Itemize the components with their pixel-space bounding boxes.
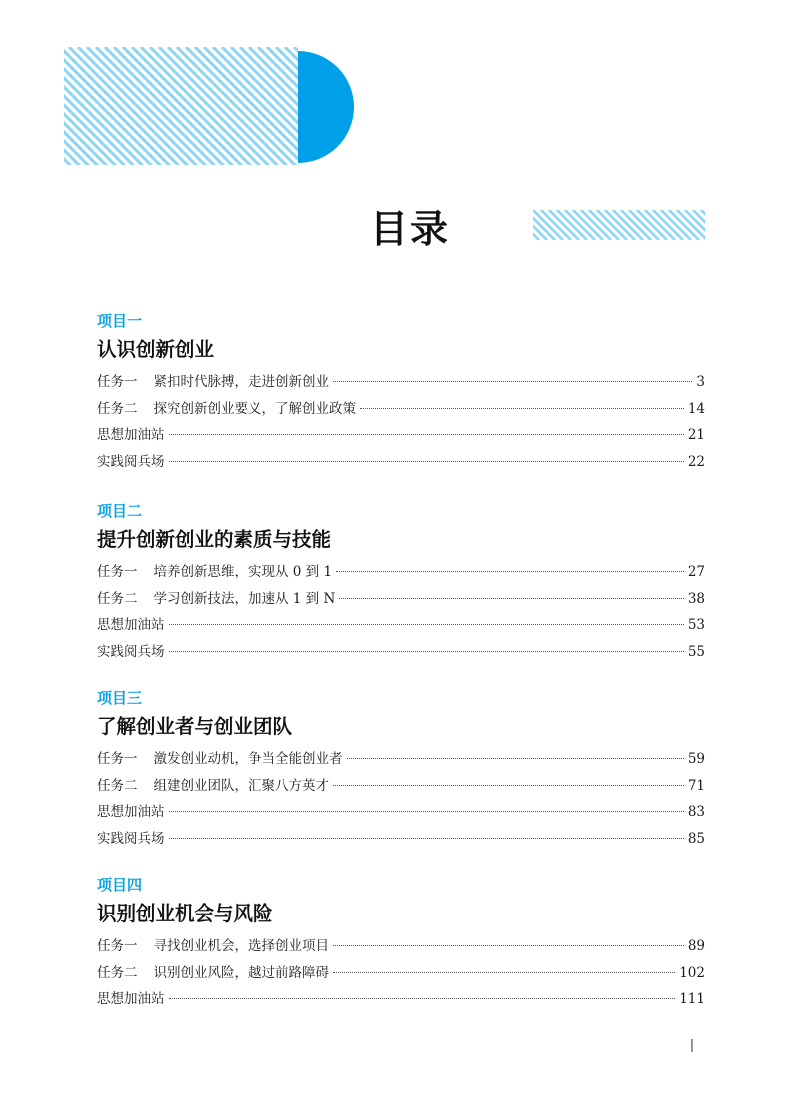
toc-entry[interactable] bbox=[97, 933, 705, 960]
page-number: 38 bbox=[687, 590, 705, 607]
entry-label: 思想加油站 bbox=[97, 617, 165, 633]
toc-entry[interactable] bbox=[97, 639, 705, 666]
dot-leader bbox=[169, 460, 684, 462]
page-number: 53 bbox=[687, 617, 705, 633]
dot-leader bbox=[169, 623, 684, 625]
page-number: 14 bbox=[687, 400, 705, 417]
page-number: 22 bbox=[687, 453, 705, 470]
toc-entry[interactable] bbox=[97, 422, 705, 449]
stripe bbox=[186, 47, 306, 167]
toc-entry[interactable] bbox=[97, 799, 705, 826]
page-number: 27 bbox=[687, 564, 705, 580]
entry-label: 实践阅兵场 bbox=[97, 643, 165, 660]
stripe bbox=[159, 47, 279, 167]
page-number: 3 bbox=[696, 374, 705, 390]
section-label: 项目三 bbox=[97, 689, 143, 707]
toc-section bbox=[97, 874, 705, 1013]
toc-entry[interactable] bbox=[97, 746, 705, 773]
section-label: 项目一 bbox=[97, 312, 143, 330]
stripe bbox=[177, 47, 297, 167]
toc-entry[interactable] bbox=[97, 612, 705, 639]
page-number: 71 bbox=[687, 777, 705, 794]
page-number: 111 bbox=[679, 991, 705, 1007]
section-title: 认识创新创业 bbox=[97, 338, 215, 361]
section-title: 识别创业机会与风险 bbox=[97, 902, 273, 925]
toc-entry[interactable] bbox=[97, 449, 705, 476]
entry-title: 识别创业风险，越过前路障碍 bbox=[153, 964, 329, 981]
entry-label: 任务二 bbox=[97, 964, 138, 981]
section-label: 项目四 bbox=[97, 876, 143, 894]
stripe bbox=[123, 47, 243, 167]
entry-label: 任务二 bbox=[97, 400, 138, 417]
toc-section bbox=[97, 500, 705, 665]
section-label: 项目二 bbox=[97, 502, 143, 520]
toc-section bbox=[97, 687, 705, 852]
stripe bbox=[195, 47, 315, 167]
page-number: 59 bbox=[687, 751, 705, 767]
toc-entry[interactable] bbox=[97, 369, 705, 396]
page-number: 83 bbox=[687, 804, 705, 820]
entry-label: 任务二 bbox=[97, 590, 138, 607]
stripe bbox=[150, 47, 270, 167]
toc-entry[interactable] bbox=[97, 960, 705, 987]
stripe bbox=[96, 47, 216, 167]
dot-leader bbox=[347, 757, 684, 759]
page-number: 21 bbox=[687, 427, 705, 443]
dot-leader bbox=[339, 597, 684, 599]
toc-entry[interactable] bbox=[97, 773, 705, 800]
entry-title: 培养创新思维，实现从 0 到 1 bbox=[153, 564, 333, 580]
entry-title: 探究创新创业要义，了解创业政策 bbox=[153, 400, 356, 417]
toc-entry[interactable] bbox=[97, 826, 705, 853]
half-circle bbox=[298, 51, 354, 163]
dot-leader bbox=[336, 570, 684, 572]
page-number: 102 bbox=[679, 964, 705, 981]
stripe bbox=[87, 47, 207, 167]
entry-title: 激发创业动机，争当全能创业者 bbox=[153, 751, 343, 767]
section-title: 提升创新创业的素质与技能 bbox=[97, 528, 332, 551]
dot-leader bbox=[169, 997, 676, 999]
entry-label: 思想加油站 bbox=[97, 427, 165, 443]
toc-entry[interactable] bbox=[97, 396, 705, 423]
entry-title: 学习创新技法，加速从 1 到 N bbox=[153, 590, 336, 607]
dot-leader bbox=[169, 433, 684, 435]
stripe bbox=[141, 47, 261, 167]
toc-section bbox=[97, 310, 705, 475]
dot-leader bbox=[333, 944, 684, 946]
toc-entry[interactable] bbox=[97, 986, 705, 1013]
entry-title: 组建创业团队，汇聚八方英才 bbox=[153, 777, 329, 794]
page-number: 55 bbox=[687, 643, 705, 660]
dot-leader bbox=[169, 650, 684, 652]
dot-leader bbox=[169, 837, 684, 839]
entry-label: 任务一 bbox=[97, 751, 138, 767]
entry-label: 任务一 bbox=[97, 374, 138, 390]
dot-leader bbox=[169, 810, 684, 812]
entry-label: 思想加油站 bbox=[97, 804, 165, 820]
stripe bbox=[105, 47, 225, 167]
stripe bbox=[114, 47, 234, 167]
stripe bbox=[132, 47, 252, 167]
entry-label: 思想加油站 bbox=[97, 991, 165, 1007]
stripe bbox=[69, 47, 189, 167]
stripes-half-circle-decoration bbox=[64, 47, 364, 167]
section-title: 了解创业者与创业团队 bbox=[97, 715, 293, 738]
page-number: 89 bbox=[687, 938, 705, 954]
dot-leader bbox=[360, 407, 684, 409]
stripe bbox=[78, 47, 198, 167]
page-number: 85 bbox=[687, 830, 705, 847]
page-folio: | bbox=[689, 1038, 695, 1053]
page-title: 目录 bbox=[369, 207, 450, 251]
dot-leader bbox=[333, 784, 684, 786]
toc-entry[interactable] bbox=[97, 586, 705, 613]
dot-leader bbox=[333, 380, 692, 382]
entry-label: 任务一 bbox=[97, 564, 138, 580]
entry-label: 任务二 bbox=[97, 777, 138, 794]
stripe bbox=[168, 47, 288, 167]
entry-label: 实践阅兵场 bbox=[97, 830, 165, 847]
entry-label: 任务一 bbox=[97, 938, 138, 954]
entry-label: 实践阅兵场 bbox=[97, 453, 165, 470]
entry-title: 寻找创业机会，选择创业项目 bbox=[153, 938, 329, 954]
toc-entry[interactable] bbox=[97, 559, 705, 586]
dot-leader bbox=[333, 971, 675, 973]
entry-title: 紧扣时代脉搏，走进创新创业 bbox=[153, 374, 329, 390]
